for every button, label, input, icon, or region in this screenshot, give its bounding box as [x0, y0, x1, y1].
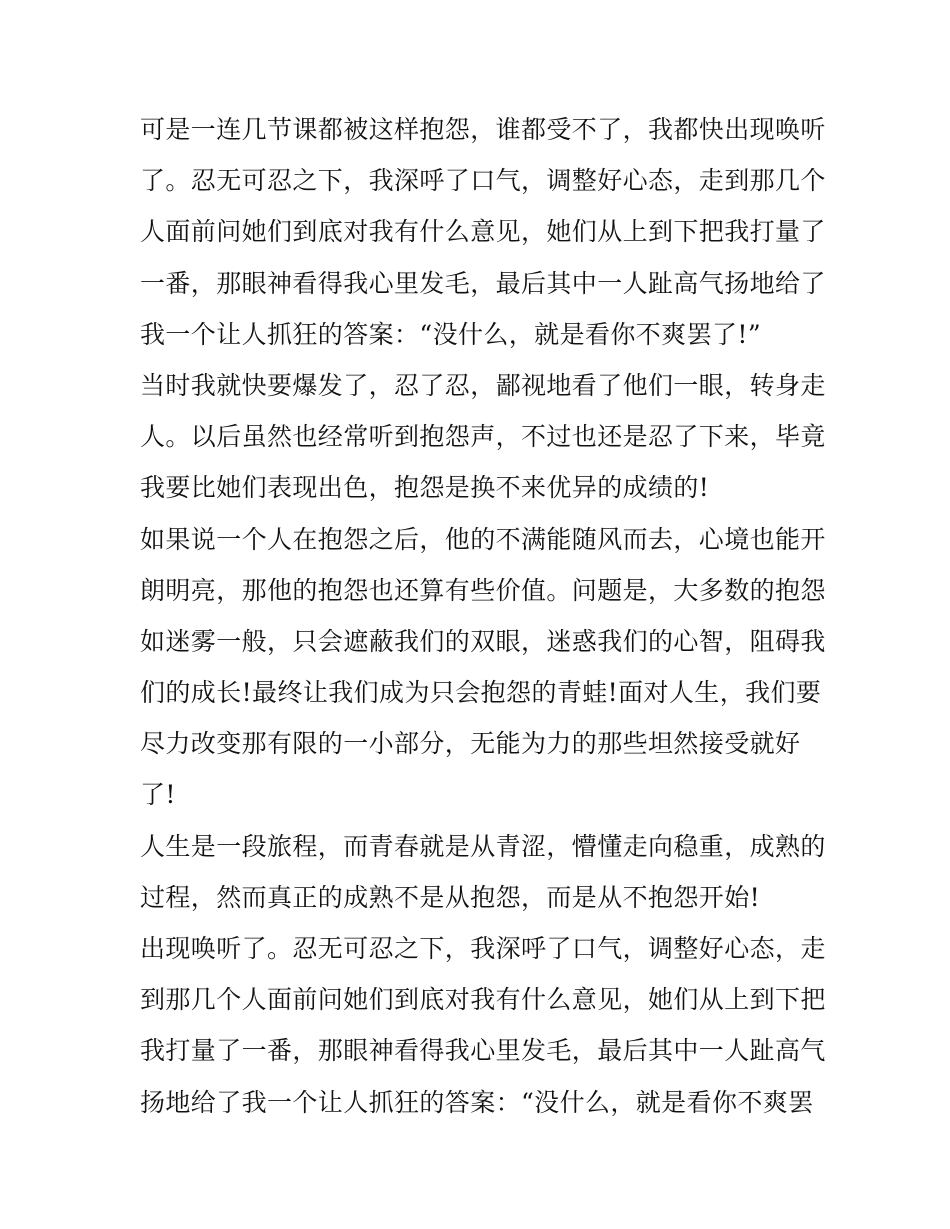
text-line: 人面前问她们到底对我有什么意见，她们从上到下把我打量了	[140, 217, 826, 247]
text-line: 过程，然而真正的成熟不是从抱怨，而是从不抱怨开始!	[140, 882, 761, 912]
text-line: 如迷雾一般，只会遮蔽我们的双眼，迷惑我们的心智，阻碍我	[140, 626, 826, 656]
text-line: 们的成长!最终让我们成为只会抱怨的青蛙!面对人生，我们要	[140, 678, 822, 708]
text-line: 朗明亮，那他的抱怨也还算有些价值。问题是，大多数的抱怨	[140, 575, 826, 605]
text-line: 到那几个人面前问她们到底对我有什么意见，她们从上到下把	[140, 985, 826, 1015]
text-line: 我打量了一番，那眼神看得我心里发毛，最后其中一人趾高气	[140, 1036, 826, 1066]
text-line: 了。忍无可忍之下，我深呼了口气，调整好心态，走到那几个	[140, 166, 826, 196]
text-line: 我一个让人抓狂的答案：“没什么，就是看你不爽罢了!”	[140, 319, 762, 349]
text-line: 一番，那眼神看得我心里发毛，最后其中一人趾高气扬地给了	[140, 268, 826, 298]
text-line: 人。以后虽然也经常听到抱怨声，不过也还是忍了下来，毕竟	[140, 422, 826, 452]
text-line: 扬地给了我一个让人抓狂的答案：“没什么，就是看你不爽罢	[140, 1087, 814, 1117]
text-line: 我要比她们表现出色，抱怨是换不来优异的成绩的!	[140, 473, 710, 503]
text-line: 人生是一段旅程，而青春就是从青涩，懵懂走向稳重，成熟的	[140, 831, 826, 861]
text-line: 如果说一个人在抱怨之后，他的不满能随风而去，心境也能开	[140, 524, 826, 554]
text-line: 了!	[140, 780, 176, 810]
text-line: 当时我就快要爆发了，忍了忍，鄙视地看了他们一眼，转身走	[140, 370, 826, 400]
text-line: 可是一连几节课都被这样抱怨，谁都受不了，我都快出现唤听	[140, 115, 826, 144]
text-line: 出现唤听了。忍无可忍之下，我深呼了口气，调整好心态，走	[140, 934, 826, 963]
text-line: 尽力改变那有限的一小部分，无能为力的那些坦然接受就好	[140, 729, 801, 759]
body-text	[140, 104, 826, 1128]
